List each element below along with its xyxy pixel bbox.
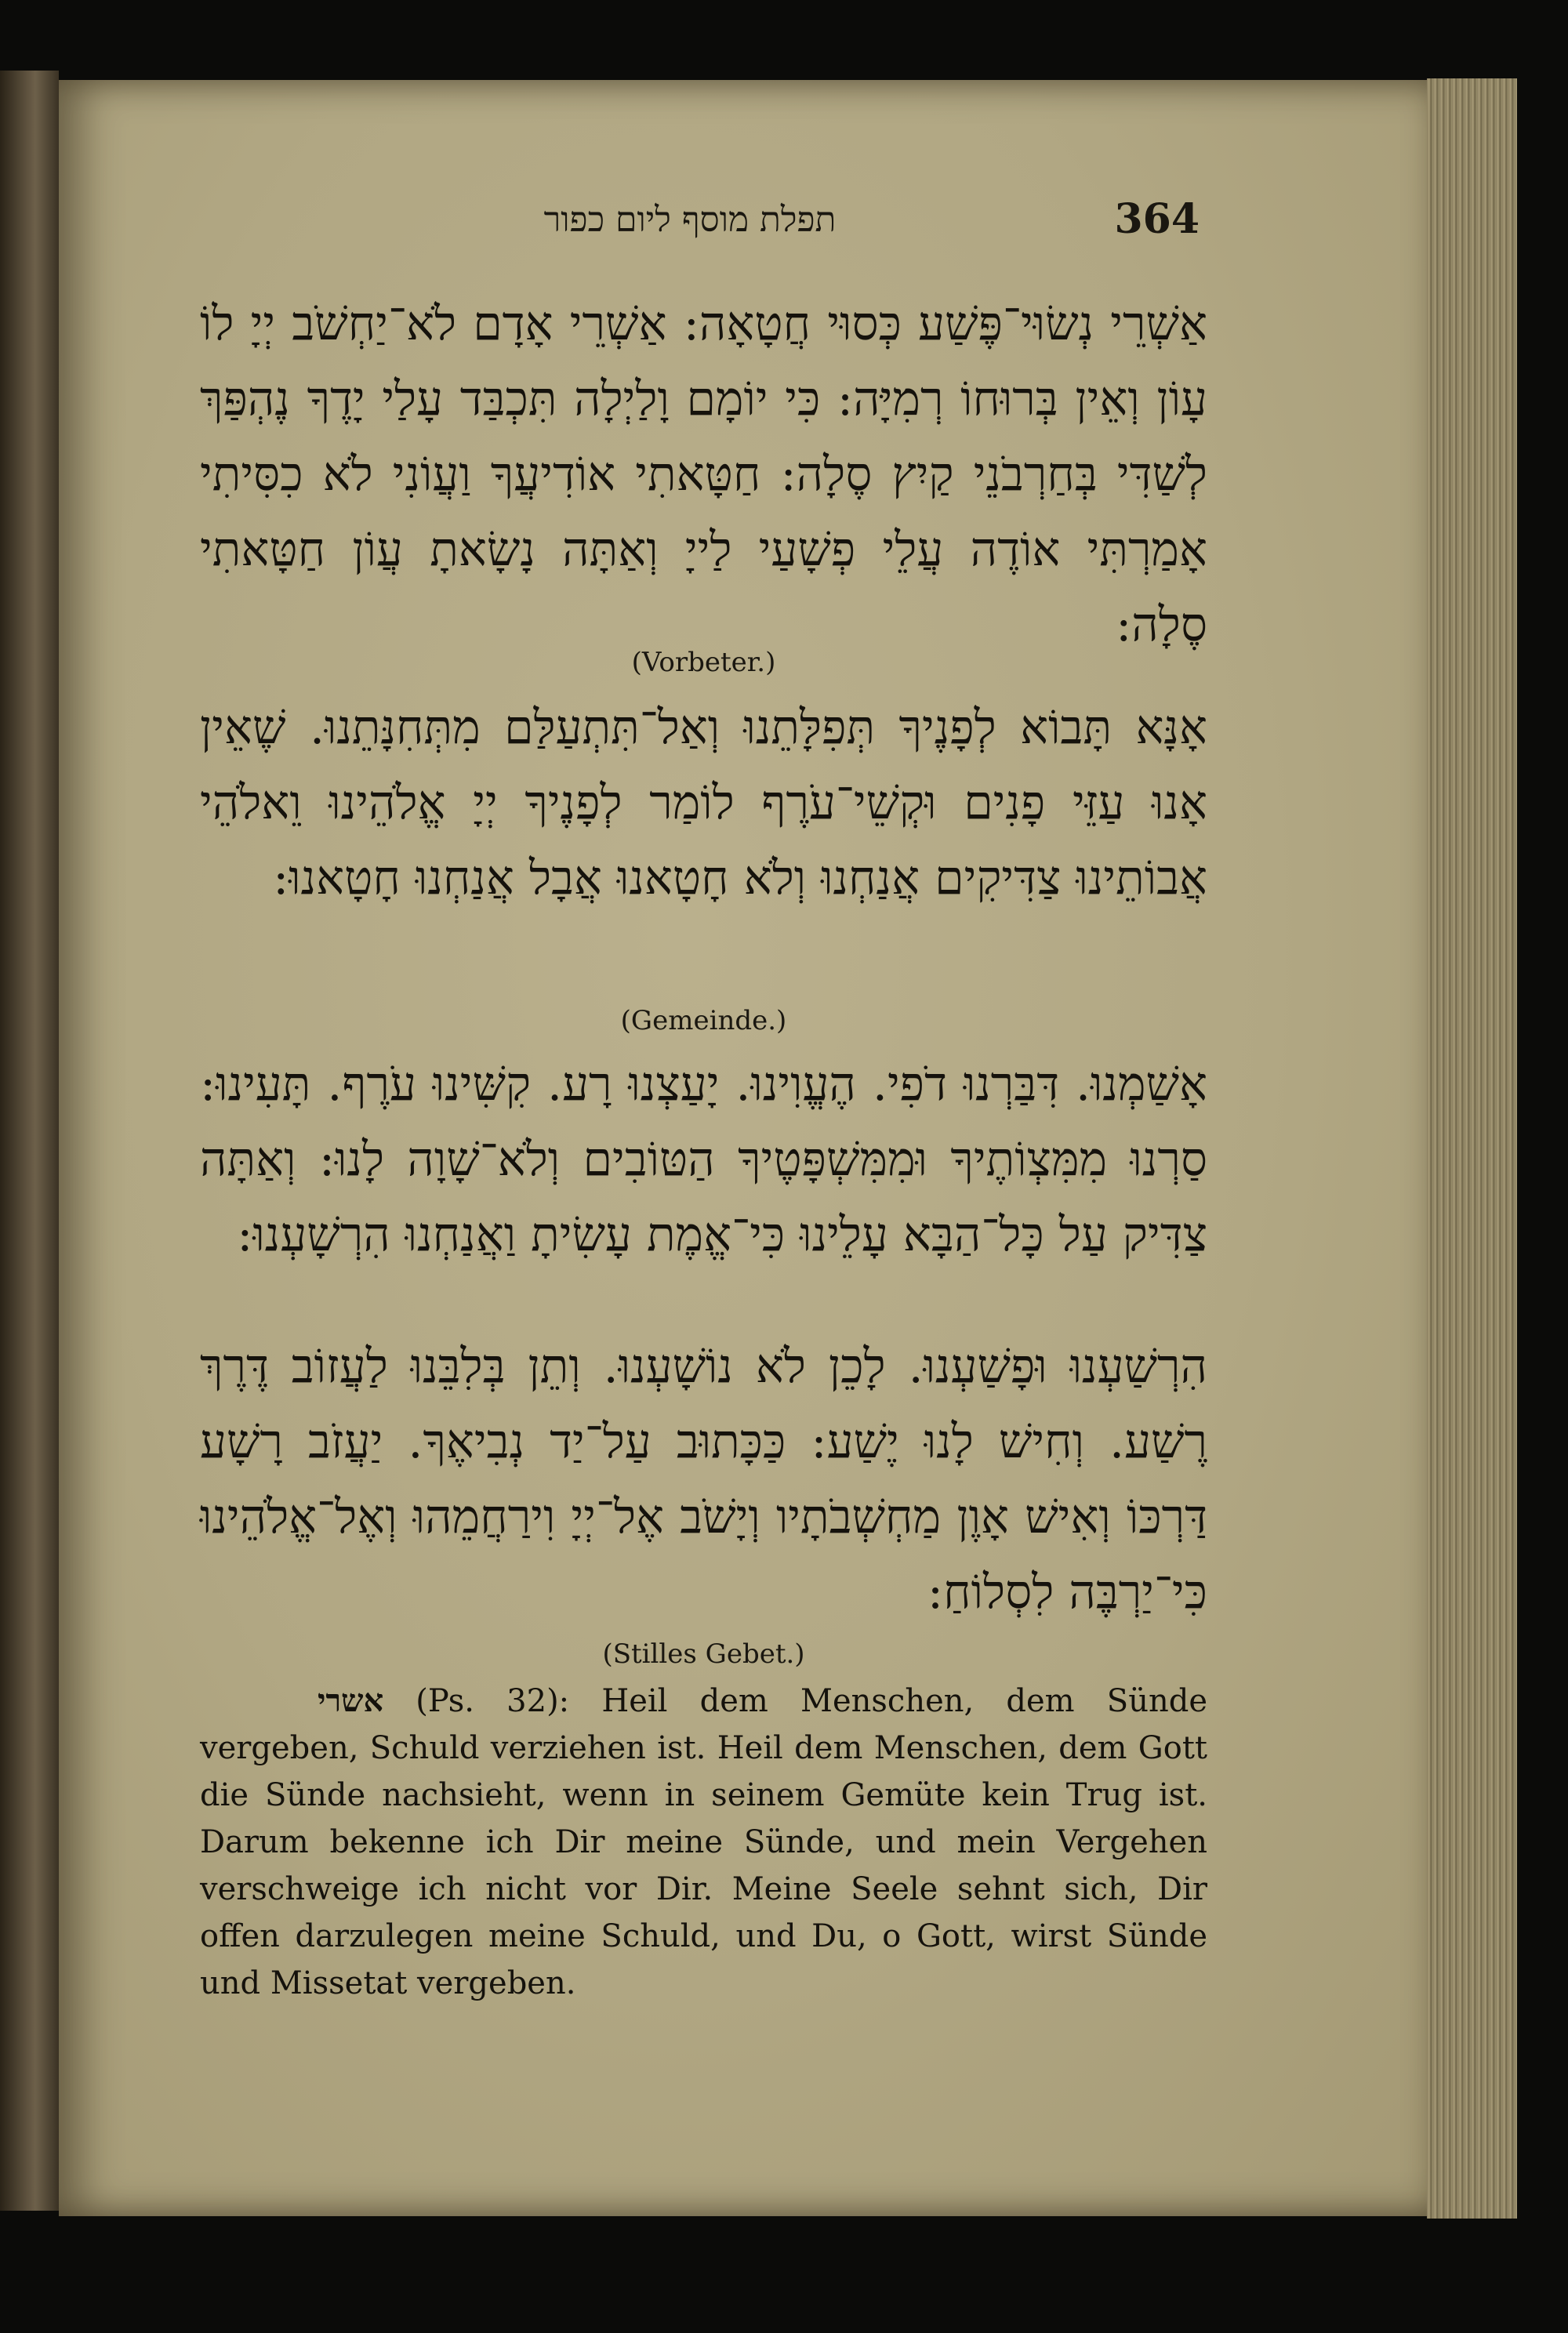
facing-page-edge (0, 71, 59, 2211)
hebrew-passage-3: אָשַׁמְנוּ. דִּבַּרְנוּ דֹפִי. הֶעֱוִינוּ. יָעַצְנוּ רָע. קִשִּׁינוּ עֹרֶף. תָּעִינוּ: סַרְנוּ מִמִּצְוֹתֶיךָ וּמִמִּשְׁפָּטֶיךָ הַטּוֹבִים וְלֹא־שָׁוָה לָנוּ: וְאַתָּה צַדִּיק עַל כָּל־הַבָּא עָלֵינוּ כִּי־אֱמֶת עָשִׂיתָ וַאֲנַחְנוּ הִרְשָׁעְנוּ: (200, 1057, 1207, 1262)
running-head: תפלת מוסף ליום כפור (543, 200, 837, 240)
section-label-gemeinde: (Gemeinde.) (620, 1005, 787, 1036)
german-translation (200, 1678, 1207, 2007)
section-label-stilles-gebet: (Stilles Gebet.) (602, 1638, 805, 1670)
german-hebrew-keyword: אשרי (318, 1682, 384, 1719)
page-stack-edges (1427, 78, 1517, 2219)
hebrew-passage-2: אָנָּא תָּבוֹא לְפָנֶיךָ תְּפִלָּתֵנוּ וְאַל־תִּתְעַלַּם מִתְּחִנָּתֵנוּ. שֶׁאֵין אָנוּ עַזֵּי פָנִים וּקְשֵׁי־עֹרֶף לוֹמַר לְפָנֶיךָ יְיָ אֱלֹהֵינוּ וֵאלֹהֵי אֲבוֹתֵינוּ צַדִּיקִים אֲנַחְנוּ וְלֹא חָטָאנוּ אֲבָל אֲנַחְנוּ חָטָאנוּ: (200, 700, 1207, 905)
hebrew-passage-1: אַשְׁרֵי נְשׂוּי־פֶּשַׁע כְּסוּי חֲטָאָה: אַשְׁרֵי אָדָם לֹא־יַחְשֹׁב יְיָ לוֹ עָוֹן וְאֵין בְּרוּחוֹ רְמִיָּה: כִּי יוֹמָם וָלַיְלָה תִּכְבַּד עָלַי יָדֶךָ נֶהְפַּךְ לְשַׁדִּי בְּחַרְבֹנֵי קַיִץ סֶלָה: חַטָּאתִי אוֹדִיעֲךָ וַעֲוֹנִי לֹא כִסִּיתִי אָמַרְתִּי אוֹדֶה עֲלֵי פְשָׁעַי לַייָ וְאַתָּה נָשָׂאתָ עֲוֹן חַטָּאתִי סֶלָה: (200, 296, 1207, 652)
german-translation-text: (Ps. 32): Heil dem Menschen, dem Sünde vergeben, Schuld verziehen ist. Heil dem Menschen, dem Gott die Sünde nachsieht, wenn in seinem Gemüte kein Trug ist. Darum bekenne ich Dir meine Sünde, und mein Vergehen verschweige ich nicht vor Dir. Meine Seele sehnt sich, Dir offen darzulegen meine Schuld, und Du, o Gott, wirst Sünde und Missetat vergeben. (200, 1683, 1207, 2001)
hebrew-passage-4: הִרְשַׁעְנוּ וּפָשַׁעְנוּ. לָכֵן לֹא נוֹשָׁעְנוּ. וְתֵן בְּלִבֵּנוּ לַעֲזוֹב דֶּרֶךְ רֶשַׁע. וְחִישׁ לָנוּ יֶשַׁע: כַּכָּתוּב עַל־יַד נְבִיאֶךָ. יַעֲזֹב רָשָׁע דַּרְכּוֹ וְאִישׁ אָוֶן מַחְשְׁבֹתָיו וְיָשֹׁב אֶל־יְיָ וִירַחֲמֵהוּ וְאֶל־אֱלֹהֵינוּ כִּי־יַרְבֶּה לִסְלוֹחַ: (200, 1339, 1207, 1620)
page-number: 364 (1114, 195, 1200, 243)
page-header (502, 195, 1200, 255)
section-label-vorbeter: (Vorbeter.) (631, 647, 776, 678)
